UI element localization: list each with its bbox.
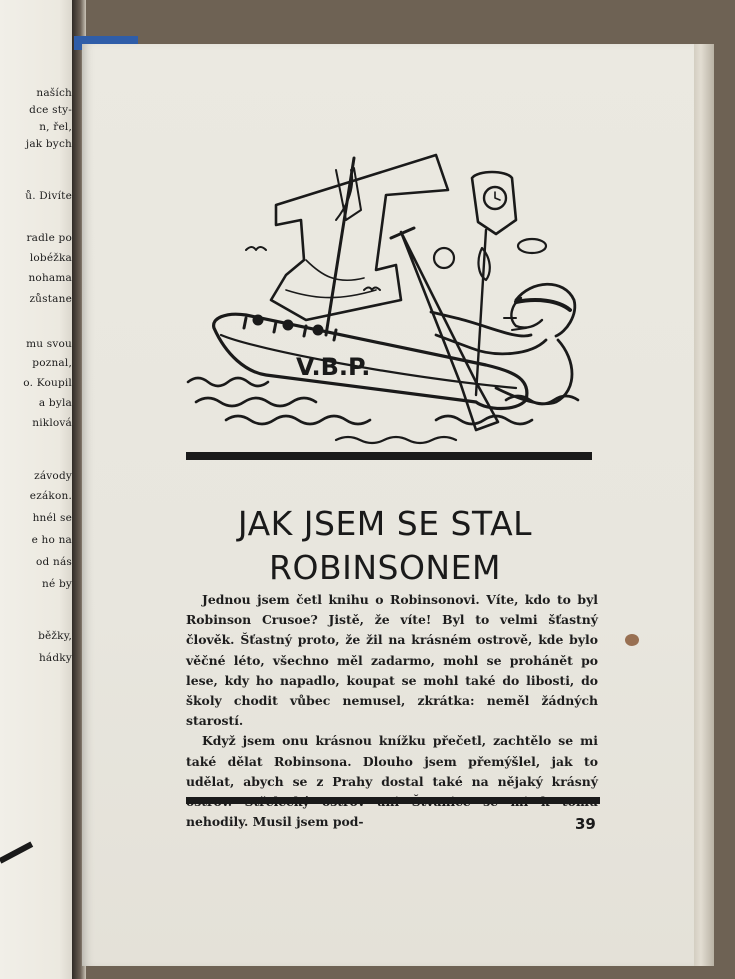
left-page-line: lobéžka bbox=[29, 252, 72, 264]
left-page-line: a byla bbox=[38, 397, 72, 409]
left-page-line: hnél se bbox=[32, 512, 72, 524]
left-page-line: niklová bbox=[32, 417, 72, 429]
page-number: 39 bbox=[575, 815, 596, 833]
paper-stain bbox=[625, 634, 639, 646]
boat-label: V.B.P. bbox=[296, 353, 371, 381]
left-page-line: poznal, bbox=[32, 357, 72, 369]
left-page-line: mu svou bbox=[26, 338, 72, 350]
left-page-line: radle po bbox=[26, 232, 72, 244]
page-stack-edge bbox=[692, 44, 714, 966]
clock-icon bbox=[472, 172, 516, 234]
chapter-title-line: JAK JSEM SE STAL bbox=[237, 504, 533, 544]
body-paragraph: Jednou jsem četl knihu o Robinsonovi. Víte, kdo to byl Robinson Crusoe? Jistě, že víte! Byl to velmi šťastný člověk. Šťastný proto, že žil na krásném ostrově, kde bylo věčné léto, všechno měl zadarmo, mohl se prohánět po lese, kdy ho napadlo, koupat se mohl také do libosti, do školy chodit vůbec nemusel, zkrátka: neměl žádných starostí. bbox=[186, 592, 598, 729]
waves-icon bbox=[188, 378, 268, 386]
left-page-line: né by bbox=[42, 578, 72, 590]
left-page-line: ů. Divíte bbox=[25, 190, 72, 202]
left-page-line: dce sty- bbox=[29, 104, 72, 116]
heading-rule-top bbox=[186, 452, 592, 460]
left-facing-page bbox=[0, 0, 74, 979]
left-page-line: n, řel, bbox=[39, 121, 72, 133]
left-page-line: jak bych bbox=[25, 138, 72, 150]
chapter-title-line: ROBINSONEM bbox=[269, 548, 501, 588]
shirt-sail-icon bbox=[271, 155, 448, 320]
left-page-line: od nás bbox=[36, 556, 72, 568]
left-page-line: e ho na bbox=[31, 534, 72, 546]
left-page-line: závody bbox=[34, 470, 72, 482]
left-page-line: ezákon. bbox=[29, 490, 72, 502]
chapter-title bbox=[150, 502, 620, 590]
left-page-line: běžky, bbox=[38, 630, 72, 642]
left-page-ink-rule bbox=[0, 841, 33, 863]
body-paragraph: Když jsem onu krásnou knížku přečetl, zachtělo se mi také dělat Robinsona. Dlouho jsem přemýšlel, jak to udělat, abych se z Prahy dostal také na nějaký krásný nehodily. Musil jsem pod- bbox=[186, 733, 598, 830]
left-page-line: nohama bbox=[28, 272, 72, 284]
left-page-line: naších bbox=[36, 87, 72, 99]
robinson-boat-illustration bbox=[186, 150, 600, 450]
left-page-line: hádky bbox=[38, 652, 72, 664]
left-page-line: o. Koupil bbox=[23, 377, 72, 389]
left-page-line: zůstane bbox=[29, 293, 72, 305]
footer-rule bbox=[186, 797, 600, 804]
